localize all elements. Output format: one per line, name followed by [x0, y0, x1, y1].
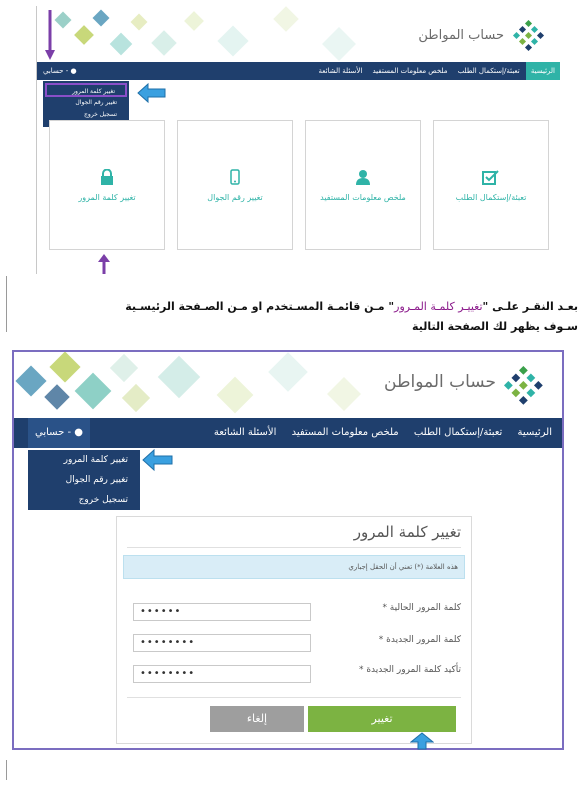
nav-faq[interactable]: الأسئلة الشائعة — [318, 67, 363, 75]
card-fill-request[interactable] — [433, 120, 549, 250]
dropdown-change-mobile[interactable]: تغيير رقم الجوال — [65, 475, 128, 485]
nav-beneficiary-summary[interactable]: ملخص معلومات المستفيد — [372, 67, 448, 75]
confirm-password-label: تأكيد كلمة المرور الجديدة * — [358, 665, 461, 675]
screenshot-home — [36, 6, 560, 274]
divider — [127, 697, 461, 698]
mobile-phone-icon — [230, 169, 240, 185]
user-icon — [355, 169, 371, 185]
nav-fill-request[interactable]: تعبئة/إستكمال الطلب — [457, 67, 520, 75]
nav-beneficiary-summary[interactable]: ملخص معلومات المستفيد — [291, 427, 399, 438]
submit-button[interactable]: تغيير — [308, 706, 456, 732]
account-menu[interactable] — [28, 418, 90, 448]
dropdown-change-password[interactable]: تغيير كلمة المرور — [63, 455, 128, 465]
required-notice: هذه العلامة (*) تعني أن الحقل إجباري — [123, 555, 465, 579]
pointer-arrow-left-icon — [142, 448, 174, 472]
account-label: حسابي - — [35, 427, 72, 438]
brand-logo-icon — [512, 20, 546, 52]
margin-line — [6, 276, 7, 332]
nav-home[interactable]: الرئيسية — [526, 62, 560, 80]
card-label: تغيير رقم الجوال — [207, 193, 263, 202]
new-password-input[interactable]: •••••••• — [133, 634, 311, 652]
account-dropdown — [28, 450, 140, 510]
dropdown-change-mobile[interactable]: تغيير رقم الجوال — [75, 99, 117, 106]
dropdown-logout[interactable]: تسجيل خروج — [78, 495, 128, 505]
nav-faq[interactable]: الأسئلة الشائعة — [213, 427, 277, 438]
confirm-password-input[interactable]: •••••••• — [133, 665, 311, 683]
pointer-arrow-up-icon — [410, 732, 434, 750]
current-password-label: كلمة المرور الحالية * — [382, 603, 461, 613]
pointer-arrow-left-icon — [137, 82, 167, 104]
account-menu[interactable] — [43, 62, 77, 80]
dropdown-change-password[interactable]: تغيير كلمة المرور — [45, 83, 127, 97]
user-icon: ● — [74, 427, 83, 438]
caption-line-1: بعـد النقـر علـى "تغييـر كلمـة المـرور" مـن قائمـة المسـتخدم او مـن الصـفحة الرئيسـية — [125, 300, 578, 313]
main-nav — [14, 418, 562, 448]
caption-highlight: تغييـر كلمـة المـرور — [394, 300, 483, 313]
card-beneficiary-summary[interactable] — [305, 120, 421, 250]
nav-home[interactable]: الرئيسية — [517, 427, 552, 438]
header-banner — [14, 352, 562, 418]
cancel-button[interactable]: إلغاء — [210, 706, 304, 732]
main-nav — [37, 62, 560, 80]
form-title: تغيير كلمة المرور — [353, 523, 461, 541]
card-label: تعبئة/إستكمال الطلب — [455, 193, 527, 202]
pointer-arrow-up-icon — [98, 254, 110, 274]
user-icon: ● — [70, 67, 77, 75]
brand-logo-icon — [502, 366, 546, 406]
card-label: ملخص معلومات المستفيد — [320, 193, 406, 202]
account-label: حسابي - — [43, 67, 69, 75]
brand-name: حساب المواطن — [418, 28, 504, 43]
checkbox-icon — [482, 169, 500, 185]
brand-name: حساب المواطن — [384, 372, 496, 392]
current-password-input[interactable]: •••••• — [133, 603, 311, 621]
nav-fill-request[interactable]: تعبئة/إستكمال الطلب — [413, 427, 503, 438]
screenshot-change-password — [12, 350, 564, 750]
card-change-password[interactable] — [49, 120, 165, 250]
lock-icon — [100, 169, 114, 185]
caption-line-2: سـوف يظهر لك الصفحة التالية — [412, 320, 578, 333]
new-password-label: كلمة المرور الجديدة * — [378, 635, 461, 645]
divider — [127, 547, 461, 548]
card-label: تغيير كلمة المرور — [78, 193, 136, 202]
margin-line — [6, 760, 7, 780]
pointer-arrow-down-icon — [45, 10, 55, 62]
header-banner — [37, 6, 560, 62]
dropdown-logout[interactable]: تسجيل خروج — [84, 111, 117, 118]
card-change-mobile[interactable] — [177, 120, 293, 250]
